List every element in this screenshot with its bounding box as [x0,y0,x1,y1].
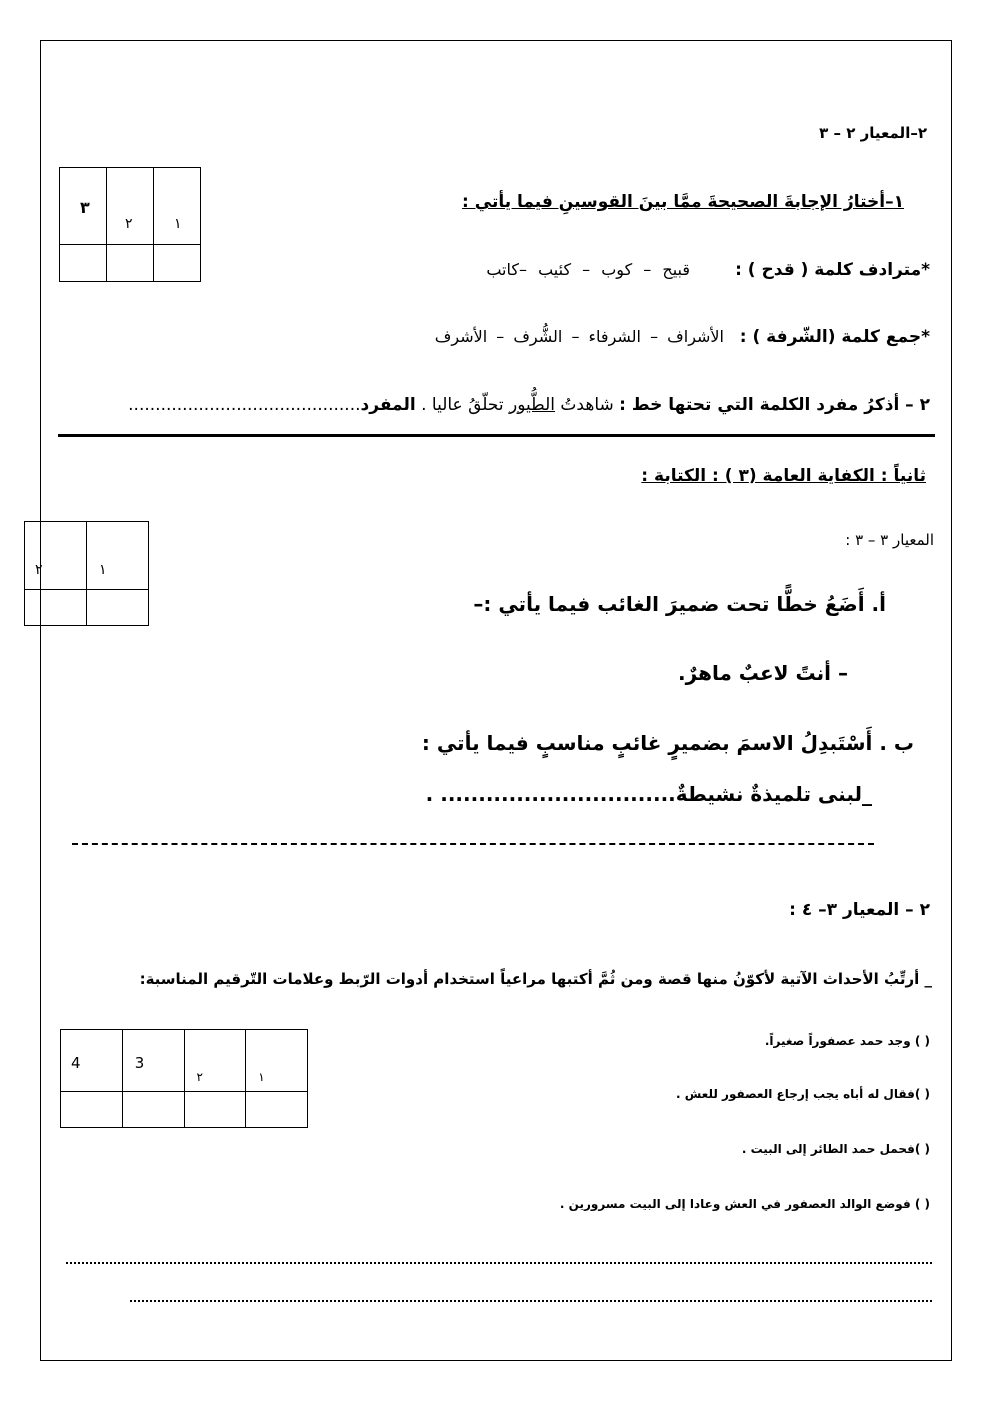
underlined-word: الطُّيور [509,395,556,415]
event-item: ( )فحمل حمد الطائر إلى البيت . [741,1142,930,1156]
score-grid-1 [59,167,201,282]
question-1-title: ١–أختارُ الإجابةَ الصحيحةَ ممَّا بينَ القوسينِ فيما يأتي : [462,192,904,212]
standard-3-4: ٢ – المعيار ٣– ٤ : [789,900,930,920]
standard-2-3: ٢–المعيار ٢ – ٣ [819,124,927,142]
score-cell-2: ٢ [107,168,154,245]
ordering-instruction: _ أرتِّبُ الأحداث الآتية لأكوّنُ منها قصة ومن ثُمَّ أكتبها مراعياً استخدام أدوات الرّبط وعلامات التّرقيم المناسبة: [139,970,932,988]
answer-blank: ........................................... [128,395,361,415]
answer-line [130,1300,932,1302]
event-item: ( )فقال له أباه يجب إرجاع العصفور للعش . [675,1087,930,1101]
section-divider [58,434,935,437]
section-2-heading: ثانياً : الكفاية العامة (٣ ) : الكتابة : [641,466,926,486]
question-b-sentence: _لبنى تلميذةٌ نشيطةٌ............................... . [425,782,872,806]
answer-label: المفرد [360,395,416,415]
question-1b-label: *جمع كلمة (الشّرفة ) : [739,327,930,347]
question-2 [128,397,930,414]
score-grid-3 [60,1029,308,1128]
score-cell-2: ٢ [25,522,87,590]
score-cell-1: ١ [154,168,201,245]
question-2-sentence-post: تحلّقُ عاليا . [421,395,504,415]
score-cell-3: ٣ [60,168,107,245]
dashed-separator [72,843,874,845]
question-a-sentence: – أنتً لاعبٌ ماهرٌ. [678,661,848,685]
question-1a-options: قبيح – كوب – كئيب –كاتب [486,260,690,279]
score-cell-4: 4 [61,1030,123,1092]
answer-line [66,1262,932,1264]
event-item: ( ) فوضع الوالد العصفور في العش وعادا إلى البيت مسرورين . [559,1197,930,1211]
score-cell-3: 3 [122,1030,184,1092]
question-1b-options: الأشراف – الشرفاء – الشُّرف – الأشرف [434,327,724,346]
event-item: ( ) وجد حمد عصفوراً صغيراً. [764,1034,930,1048]
question-1a-label: *مترادف كلمة ( قدح ) : [735,260,930,280]
score-cell-1: ١ [87,522,149,590]
question-2-sentence-pre: شاهدتُ [560,395,614,415]
score-grid-2 [24,521,149,626]
question-b: ب . أَسْتَبدِلُ الاسمَ بضميرٍ غائبٍ مناسبٍ فيما يأتي : [421,731,914,755]
question-a: أ. أَضَعُ خطًّا تحت ضميرَ الغائب فيما يأتي :– [473,592,886,616]
question-2-label: ٢ – أذكرُ مفرد الكلمة التي تحتها خط : [619,395,930,415]
score-cell-2: ٢ [184,1030,246,1092]
score-cell-1: ١ [246,1030,308,1092]
standard-3-3: المعيار ٣ – ٣ : [845,531,934,549]
